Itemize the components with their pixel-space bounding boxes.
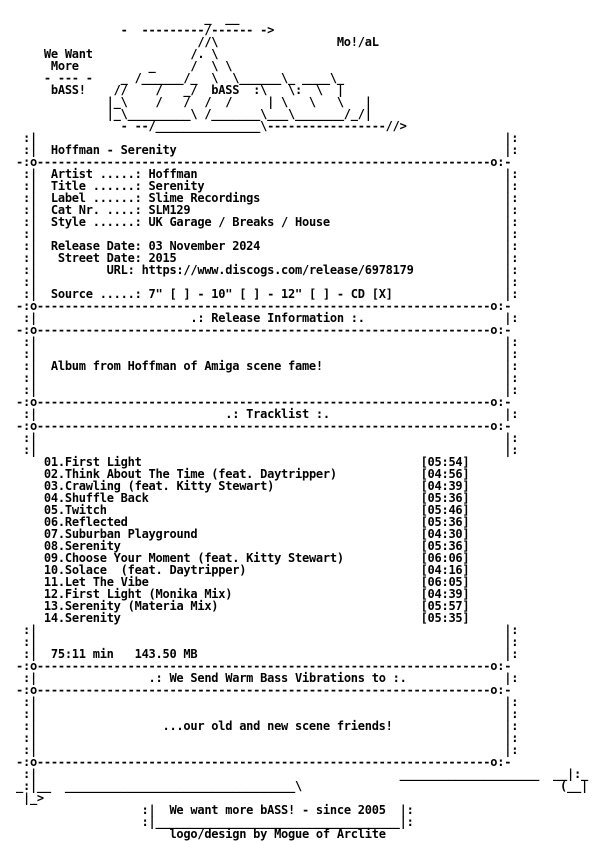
footer-tagline-row: :| We want more bASS! - since 2005 |: bbox=[16, 803, 414, 817]
section-greetings: :| .: We Send Warm Bass Vibrations to :. |: bbox=[16, 671, 519, 685]
track-duration: [05:46] bbox=[420, 503, 470, 517]
greetings-row-text: ...our old and new scene friends! bbox=[162, 719, 393, 733]
track-duration: [05:36] bbox=[420, 491, 470, 505]
track-number: 14. bbox=[43, 611, 65, 625]
track-duration: [05:54] bbox=[420, 455, 470, 469]
logo-text: |_\_________\ /_______\___\_______/_/| bbox=[16, 107, 421, 121]
info-label-label: Label ......: bbox=[50, 191, 142, 205]
empty-row: :| |: bbox=[16, 335, 519, 349]
greetings-row: :| ...our old and new scene friends! |: bbox=[16, 719, 519, 733]
info-row-label: :| Label ......: Slime Recordings |: bbox=[16, 191, 519, 205]
logo-text: We Want /. \ bbox=[16, 47, 414, 61]
info-label-street_date: Street Date: bbox=[50, 251, 142, 265]
empty-row: :| |: bbox=[16, 743, 519, 757]
track-duration: [05:35] bbox=[420, 611, 470, 625]
section-tracklist: :| .: Tracklist :. |: bbox=[16, 407, 519, 421]
empty-row: :| |: bbox=[16, 431, 519, 445]
track-number: 03. bbox=[43, 479, 65, 493]
track-title-label: Twitch bbox=[64, 503, 107, 517]
track-number: 02. bbox=[43, 467, 65, 481]
track-title-label: First Light bbox=[64, 455, 142, 469]
section-greetings-text: .: We Send Warm Bass Vibrations to :. bbox=[148, 671, 407, 685]
release-title: Hoffman - Serenity bbox=[50, 143, 177, 157]
info-value-catnr: SLM129 bbox=[148, 203, 191, 217]
track-title-label: Serenity bbox=[64, 611, 121, 625]
info-value-source: 7" [ ] - 10" [ ] - 12" [ ] - CD [X] bbox=[148, 287, 393, 301]
release-description: Album from Hoffman of Amiga scene fame! bbox=[50, 359, 323, 373]
track-title-label: Suburban Playground bbox=[64, 527, 198, 541]
logo-text: - --/_______________\-----------------//> bbox=[16, 119, 414, 133]
track-number: 08. bbox=[43, 539, 65, 553]
track-duration: [04:39] bbox=[420, 479, 470, 493]
track-title-label: Serenity bbox=[64, 539, 121, 553]
info-label-release_date: Release Date: bbox=[50, 239, 142, 253]
track-number: 04. bbox=[43, 491, 65, 505]
track-duration: [06:05] bbox=[420, 575, 470, 589]
footer-art: _:|__ _________________________________\ (__| bbox=[16, 779, 588, 793]
track-title-label: Think About The Time (feat. Daytripper) bbox=[64, 467, 337, 481]
track-duration: [05:36] bbox=[420, 539, 470, 553]
track-title-label: Solace (feat. Daytripper) bbox=[64, 563, 247, 577]
info-value-url: https://www.discogs.com/release/6978179 bbox=[141, 263, 414, 277]
track-title-label: Let The Vibe bbox=[64, 575, 149, 589]
track-number: 11. bbox=[43, 575, 65, 589]
separator: -:o-----------------------------------------------------------------o:- bbox=[16, 683, 512, 697]
section-tracklist-text: .: Tracklist :. bbox=[225, 407, 330, 421]
info-label-style: Style ......: bbox=[50, 215, 142, 229]
track-number: 05. bbox=[43, 503, 65, 517]
track-title-label: Reflected bbox=[64, 515, 128, 529]
track-number: 09. bbox=[43, 551, 65, 565]
info-row-title: :| Title ......: Serenity |: bbox=[16, 179, 519, 193]
release-text-row: :| Album from Hoffman of Amiga scene fame! |: bbox=[16, 359, 519, 373]
info-label-catnr: Cat Nr. ....: bbox=[50, 203, 142, 217]
track-number: 12. bbox=[43, 587, 65, 601]
info-label-artist: Artist .....: bbox=[50, 167, 142, 181]
info-row-artist: :| Artist .....: Hoffman |: bbox=[16, 167, 519, 181]
info-value-label: Slime Recordings bbox=[148, 191, 261, 205]
empty-row: :| |: bbox=[16, 623, 519, 637]
footer-art: :|___________________________________|: bbox=[16, 815, 414, 829]
section-release-information: :| .: Release Information :. |: bbox=[16, 311, 519, 325]
logo-text: //\ Mo!/aL bbox=[16, 35, 414, 49]
separator: -:o-----------------------------------------------------------------o:- bbox=[16, 419, 512, 433]
total-size: 143.50 MB bbox=[134, 647, 198, 661]
empty-row: :| |: bbox=[16, 635, 519, 649]
track-duration: [04:39] bbox=[420, 587, 470, 601]
track-number: 10. bbox=[43, 563, 65, 577]
info-label-title: Title ......: bbox=[50, 179, 142, 193]
logo-text: _ __ bbox=[16, 11, 414, 25]
separator: -:o-----------------------------------------------------------------o:- bbox=[16, 659, 512, 673]
info-label-url: URL: bbox=[50, 263, 135, 277]
track-title-label: Shuffle Back bbox=[64, 491, 149, 505]
track-duration: [04:56] bbox=[420, 467, 470, 481]
empty-row: :| |: bbox=[16, 695, 519, 709]
info-value-style: UK Garage / Breaks / House bbox=[148, 215, 330, 229]
track-number: 06. bbox=[43, 515, 65, 529]
footer-art: :| ____________________ __|:_ bbox=[16, 767, 588, 781]
track-number: 13. bbox=[43, 599, 65, 613]
empty-row: :| |: bbox=[16, 707, 519, 721]
track-title-label: Serenity (Materia Mix) bbox=[64, 599, 219, 613]
info-value-release_date: 03 November 2024 bbox=[148, 239, 261, 253]
footer-art: |_> bbox=[16, 791, 588, 805]
section-release-information-text: .: Release Information :. bbox=[190, 311, 365, 325]
track-duration: [05:57] bbox=[420, 599, 470, 613]
empty-row: :| |: bbox=[16, 731, 519, 745]
info-row-street_date: :| Street Date: 2015 |: bbox=[16, 251, 519, 265]
separator: -:o-----------------------------------------------------------------o:- bbox=[16, 395, 512, 409]
info-row-url: :| URL: https://www.discogs.com/release/6978179 |: bbox=[16, 263, 519, 277]
track-title-label: Choose Your Moment (feat. Kitty Stewart) bbox=[64, 551, 344, 565]
empty-row: :| |: bbox=[16, 227, 519, 241]
logo-text: More _ / \ \ bbox=[16, 59, 400, 73]
track-title-label: Crawling (feat. Kitty Stewart) bbox=[64, 479, 275, 493]
empty-row: :| |: bbox=[16, 131, 519, 145]
info-row-release_date: :| Release Date: 03 November 2024 |: bbox=[16, 239, 519, 253]
release-title-row: :| Hoffman - Serenity |: bbox=[16, 143, 519, 157]
total-time: 75:11 min bbox=[50, 647, 114, 661]
track-duration: [04:30] bbox=[420, 527, 470, 541]
track-number: 01. bbox=[43, 455, 65, 469]
totals-row: :| 75:11 min 143.50 MB |: bbox=[16, 647, 519, 661]
separator: -:o-----------------------------------------------------------------o:- bbox=[16, 755, 512, 769]
info-label-source: Source .....: bbox=[50, 287, 142, 301]
info-value-title: Serenity bbox=[148, 179, 205, 193]
logo-text: - --- - _ /______/_ \ \______\_ ____\_ bbox=[16, 71, 414, 85]
empty-row: :| |: bbox=[16, 443, 519, 457]
logo-text: - ---------/------ -> bbox=[16, 23, 414, 37]
empty-row: :| |: bbox=[16, 275, 519, 289]
footer-credit: logo/design by Mogue of Arclite bbox=[169, 827, 386, 841]
logo-text: bASS! // / _/ bASS :\ \: \ | bbox=[16, 83, 407, 97]
info-row-style: :| Style ......: UK Garage / Breaks / House |: bbox=[16, 215, 519, 229]
empty-row: :| |: bbox=[16, 347, 519, 361]
track-duration: [04:16] bbox=[420, 563, 470, 577]
info-row-source: :| Source .....: 7" [ ] - 10" [ ] - 12" [ ] - CD [X] |: bbox=[16, 287, 519, 301]
track-duration: [05:36] bbox=[420, 515, 470, 529]
info-row-catnr: :| Cat Nr. ....: SLM129 |: bbox=[16, 203, 519, 217]
empty-row: :| |: bbox=[16, 383, 519, 397]
track-duration: [06:06] bbox=[420, 551, 470, 565]
info-value-street_date: 2015 bbox=[148, 251, 177, 265]
empty-row: :| |: bbox=[16, 371, 519, 385]
separator: -:o-----------------------------------------------------------------o:- bbox=[16, 323, 512, 337]
footer-credit-row bbox=[16, 828, 592, 840]
track-number: 07. bbox=[43, 527, 65, 541]
separator: -:o-----------------------------------------------------------------o:- bbox=[16, 155, 512, 169]
logo-text: |_\ / / / / | \ \ \ | bbox=[16, 95, 421, 109]
info-value-artist: Hoffman bbox=[148, 167, 198, 181]
separator: -:o-----------------------------------------------------------------o:- bbox=[16, 299, 512, 313]
footer-tagline: We want more bASS! - since 2005 bbox=[169, 803, 386, 817]
track-title-label: First Light (Monika Mix) bbox=[64, 587, 233, 601]
